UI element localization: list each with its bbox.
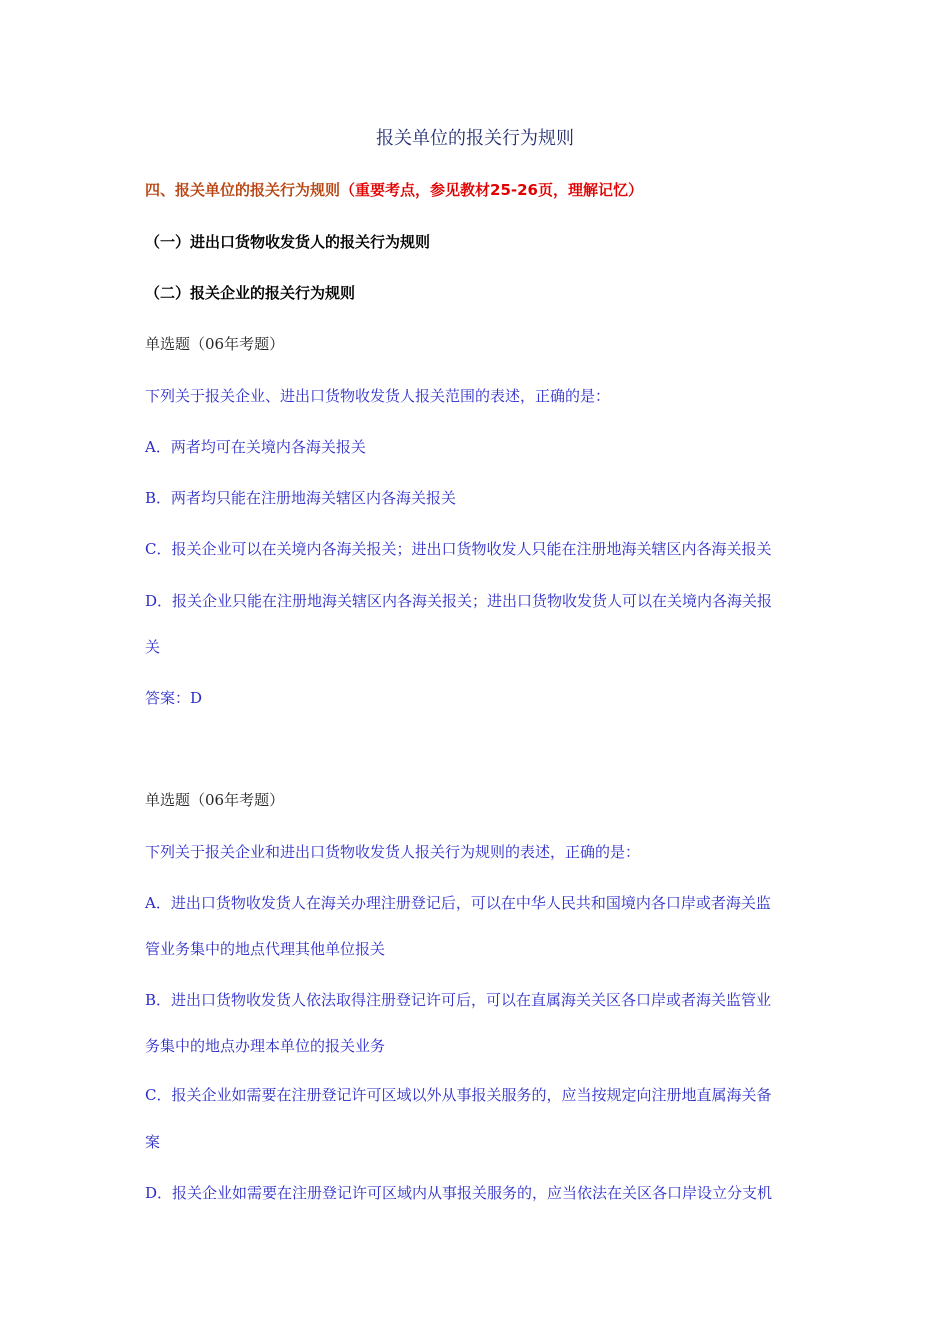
question1-stem: 下列关于报关企业、进出口货物收发货人报关范围的表述，正确的是： <box>145 387 611 405</box>
question1-type: 单选题（06年考题） <box>145 335 285 353</box>
section-heading <box>145 180 825 200</box>
question1-answer: 答案：D <box>145 689 203 707</box>
page-title: 报关单位的报关行为规则 <box>376 128 574 149</box>
question2-stem: 下列关于报关企业和进出口货物收发货人报关行为规则的表述，正确的是： <box>145 843 641 861</box>
question1-option-d-cont: 关 <box>145 638 161 656</box>
question2-option-a: A．进出口货物收发货人在海关办理注册登记后，可以在中华人民共和国境内各口岸或者海关监 <box>145 894 771 912</box>
section-heading-text: 四、报关单位的报关行为规则 <box>145 181 341 199</box>
question1-option-d: D．报关企业只能在注册地海关辖区内各海关报关；进出口货物收发货人可以在关境内各海关报 <box>145 592 773 610</box>
question2-option-c: C．报关企业如需要在注册登记许可区域以外从事报关服务的，应当按规定向注册地直属海关备 <box>145 1086 772 1104</box>
question1-option-c: C．报关企业可以在关境内各海关报关；进出口货物收发人只能在注册地海关辖区内各海关报关 <box>145 540 772 558</box>
question1-option-b: B．两者均只能在注册地海关辖区内各海关报关 <box>145 489 457 507</box>
question2-type: 单选题（06年考题） <box>145 791 285 809</box>
question2-option-b-cont: 务集中的地点办理本单位的报关业务 <box>145 1037 386 1055</box>
section-heading-note: （重要考点，参见教材25-26页，理解记忆） <box>340 181 643 199</box>
subsection-heading-2: （二）报关企业的报关行为规则 <box>145 284 356 302</box>
question1-option-a: A．两者均可在关境内各海关报关 <box>145 438 366 456</box>
question2-option-b: B．进出口货物收发货人依法取得注册登记许可后，可以在直属海关关区各口岸或者海关监管业 <box>145 991 772 1009</box>
question2-option-c-cont: 案 <box>145 1133 161 1151</box>
question2-option-d: D．报关企业如需要在注册登记许可区域内从事报关服务的，应当依法在关区各口岸设立分支机 <box>145 1184 773 1202</box>
subsection-heading-1: （一）进出口货物收发货人的报关行为规则 <box>145 233 431 251</box>
question2-option-a-cont: 管业务集中的地点代理其他单位报关 <box>145 940 386 958</box>
